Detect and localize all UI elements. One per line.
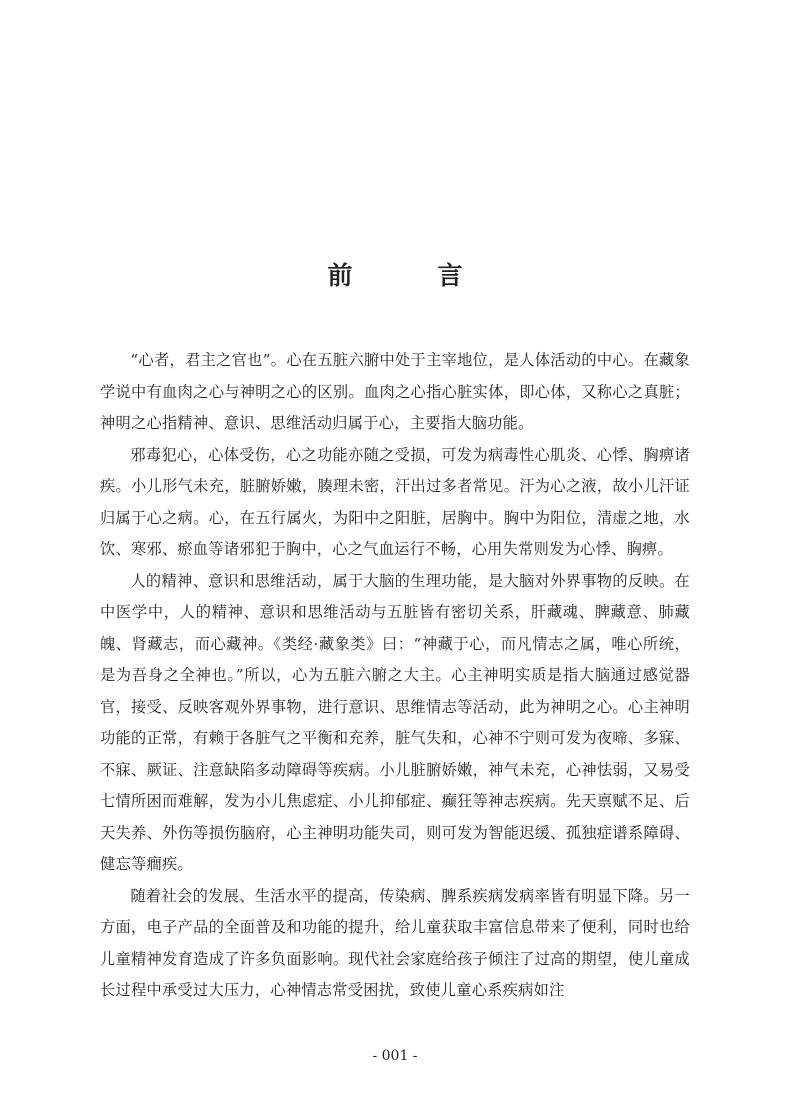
- paragraph: “心者，君主之官也”。心在五脏六腑中处于主宰地位，是人体活动的中心。在藏象学说中有血肉之心与神明之心的区别。血肉之心指心脏实体，即心体，又称心之真脏；神明之心指精神、意识、思维活动归属于心，主要指大脑功能。: [100, 351, 690, 432]
- page-number: - 001 -: [372, 1048, 418, 1064]
- preface-body: [100, 345, 690, 1007]
- paragraph: 人的精神、意识和思维活动，属于大脑的生理功能，是大脑对外界事物的反映。在中医学中，人的精神、意识和思维活动与五脏皆有密切关系，肝藏魂、脾藏意、肺藏魄、肾藏志，而心藏神。《类经·藏象类》曰：“神藏于心，而凡情志之属，唯心所统，是为吾身之全神也。”所以，心为五脏六腑之大主。心主神明实质是指大脑通过感觉器官，接受、反映客观外界事物，进行意识、思维情志等活动，此为神明之心。心主神明功能的正常，有赖于各脏气之平衡和充养，脏气失和，心神不宁则可发为夜啼、多寐、不寐、厥证、注意缺陷多动障碍等疾病。小儿脏腑娇嫩，神气未充，心神怯弱，又易受七情所困而难解，发为小儿焦虑症、小儿抑郁症、癫狂等神志疾病。先天禀赋不足、后天失养、外伤等损伤脑府，心主神明功能失司，则可发为智能迟缓、孤独症谱系障碍、健忘等癎疾。: [100, 571, 690, 873]
- paragraph: 邪毒犯心，心体受伤，心之功能亦随之受损，可发为病毒性心肌炎、心悸、胸痹诸疾。小儿形气未充，脏腑娇嫩，腠理未密，汗出过多者常见。汗为心之液，故小儿汗证归属于心之病。心，在五行属火，为阳中之阳脏，居胸中。胸中为阳位，清虚之地，水饮、寒邪、瘀血等诸邪犯于胸中，心之气血运行不畅，心用失常则发为心悸、胸痹。: [100, 445, 690, 558]
- page-title: 前 言: [327, 261, 493, 290]
- paragraph: 随着社会的发展、生活水平的提高，传染病、脾系疾病发病率皆有明显下降。另一方面，电子产品的全面普及和功能的提升，给儿童获取丰富信息带来了便利，同时也给儿童精神发育造成了许多负面影响。现代社会家庭给孩子倾注了过高的期望，使儿童成长过程中承受过大压力，心神情志常受困扰，致使儿童心系疾病如注: [100, 886, 690, 999]
